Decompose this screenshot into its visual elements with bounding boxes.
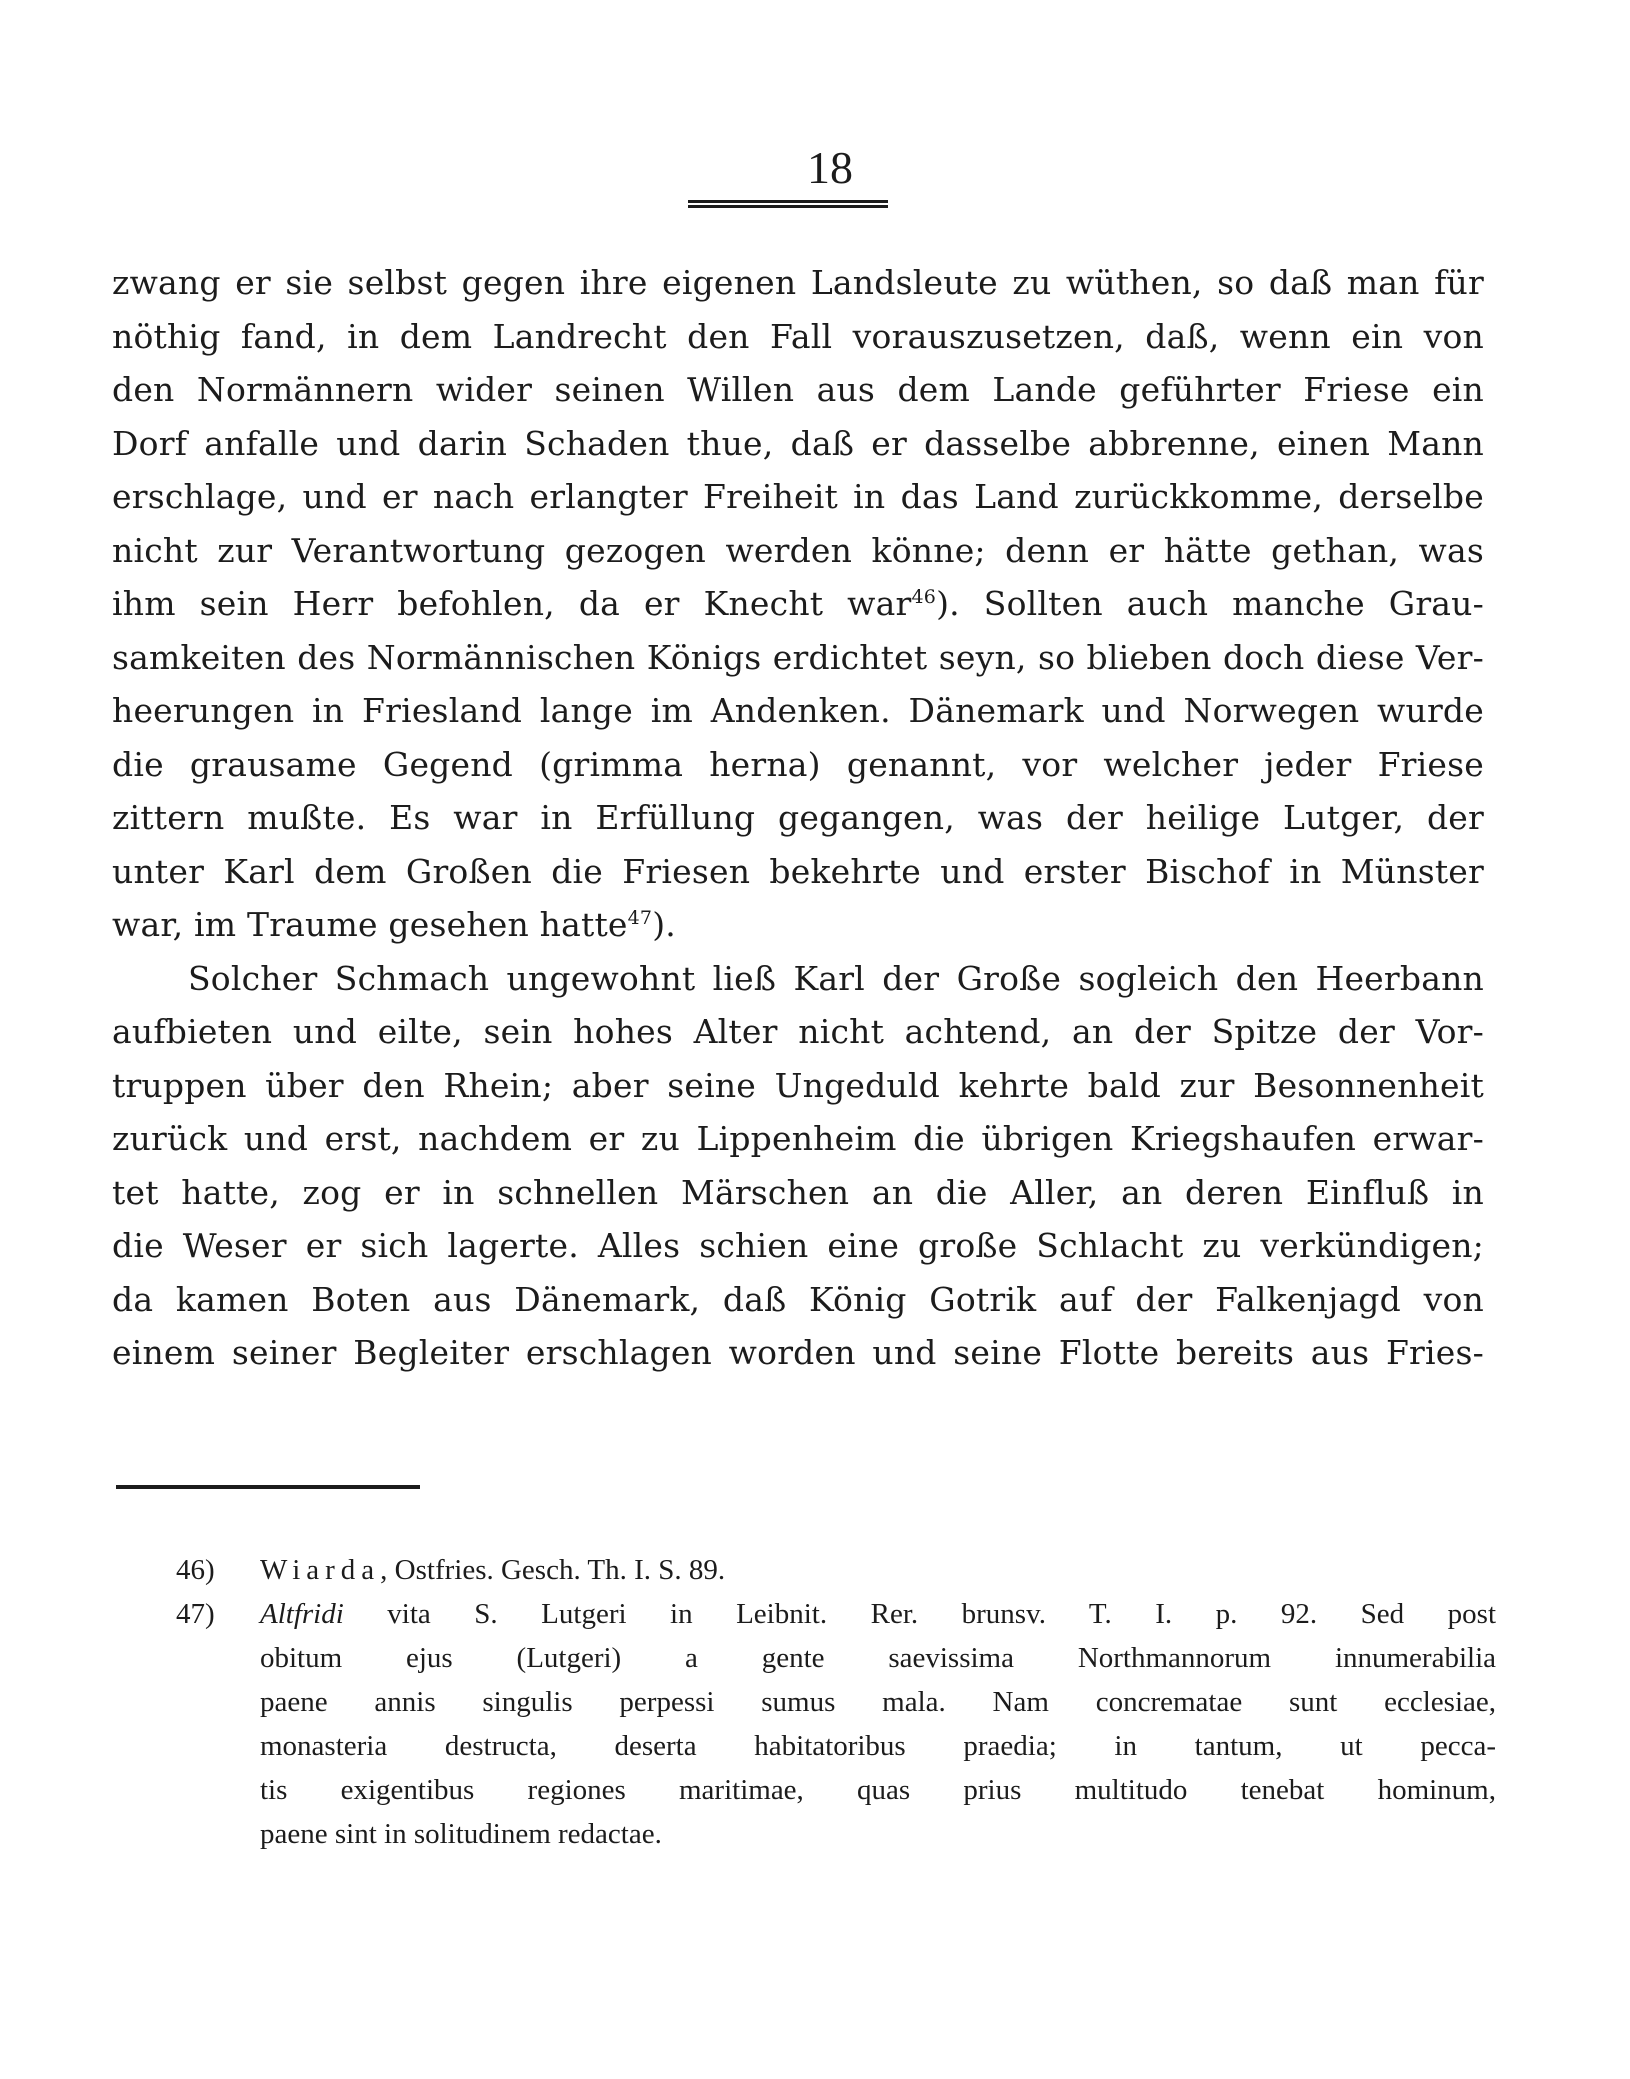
- text-line: zwang er sie selbst gegen ihre eigenen Landsleute zu wüthen, so daß man für: [112, 263, 1484, 302]
- text-line: den Normännern wider seinen Willen aus dem Lande geführter Friese ein: [112, 370, 1484, 409]
- text-line: erschlage, und er nach erlangter Freiheit in das Land zurückkomme, derselbe: [112, 477, 1484, 516]
- footnote-author: Wiarda: [260, 1554, 381, 1586]
- text-line: tet hatte, zog er in schnellen Märschen an die Aller, an deren Einfluß in: [112, 1172, 1484, 1212]
- footnote-author: Altfridi: [260, 1598, 344, 1630]
- footnote-text: , Ostfries. Gesch. Th. I. S. 89.: [380, 1554, 726, 1586]
- footnote-line: tis exigentibus regiones maritimae, quas prius multitudo tenebat hominum,: [260, 1774, 1496, 1806]
- footnote-47: [176, 1592, 1496, 1856]
- text-line: samkeiten des Normännischen Königs erdichtet seyn, so blieben doch diese Ver-: [112, 637, 1484, 677]
- page-number: 18: [807, 142, 853, 193]
- footnote-ref-46[interactable]: 46: [911, 586, 937, 608]
- footnote-separator: [116, 1485, 420, 1489]
- text-line-tail: ).: [652, 905, 676, 944]
- text-line: unter Karl dem Großen die Friesen bekehrte und erster Bischof in Münster: [112, 851, 1484, 891]
- footnote-line: paene sint in solitudinem redactae.: [260, 1818, 662, 1850]
- text-line: nicht zur Verantwortung gezogen werden könne; denn er hätte gethan, was: [112, 530, 1484, 570]
- text-line-tail: ). Sollten auch manche Grau-: [936, 584, 1484, 623]
- footnote-marker: 47): [176, 1598, 215, 1630]
- text-line: [112, 898, 1484, 952]
- footnote-marker: 46): [176, 1554, 215, 1586]
- text-line: Dorf anfalle und darin Schaden thue, daß er dasselbe abbrenne, einen Mann: [112, 423, 1484, 463]
- text-line: zurück und erst, nachdem er zu Lippenheim die übrigen Kriegshaufen erwar-: [112, 1119, 1484, 1158]
- footnote-ref-47[interactable]: 47: [627, 907, 653, 929]
- text-line: da kamen Boten aus Dänemark, daß König Gotrik auf der Falkenjagd von: [112, 1279, 1484, 1319]
- text-line: nöthig fand, in dem Landrecht den Fall vorauszusetzen, daß, wenn ein von: [112, 316, 1484, 356]
- text-line: zittern mußte. Es war in Erfüllung gegangen, was der heilige Lutger, der: [112, 798, 1484, 837]
- text-line: die grausame Gegend (grimma herna) genannt, vor welcher jeder Friese: [112, 744, 1484, 784]
- footnote-46: [176, 1548, 1496, 1592]
- footnote-line: monasteria destructa, deserta habitatoribus praedia; in tantum, ut pecca-: [260, 1730, 1496, 1762]
- text-line: aufbieten und eilte, sein hohes Alter nicht achtend, an der Spitze der Vor-: [112, 1012, 1484, 1051]
- main-text: [112, 256, 1484, 1380]
- text-line: heerungen in Friesland lange im Andenken. Dänemark und Norwegen wurde: [112, 691, 1484, 730]
- text-line-head: war, im Traume gesehen hatte: [112, 905, 628, 944]
- footnote-text: vita S. Lutgeri in Leibnit. Rer. brunsv. T. I. p. 92. Sed post: [343, 1598, 1496, 1630]
- footnotes: [176, 1548, 1496, 1856]
- text-line: [112, 577, 1484, 631]
- text-line: truppen über den Rhein; aber seine Ungeduld kehrte bald zur Besonnenheit: [112, 1065, 1484, 1105]
- footnote-line: [260, 1592, 1496, 1636]
- text-line: die Weser er sich lagerte. Alles schien eine große Schlacht zu verkündigen;: [112, 1226, 1484, 1265]
- footnote-line: obitum ejus (Lutgeri) a gente saevissima Northmannorum innumerabilia: [260, 1642, 1496, 1674]
- footnote-line: [260, 1548, 1496, 1592]
- text-line-head: ihm sein Herr befohlen, da er Knecht war: [112, 584, 912, 623]
- text-line: einem seiner Begleiter erschlagen worden und seine Flotte bereits aus Fries-: [112, 1333, 1484, 1372]
- header-rule: [688, 200, 888, 208]
- footnote-line: paene annis singulis perpessi sumus mala. Nam concrematae sunt ecclesiae,: [260, 1686, 1496, 1718]
- text-line: Solcher Schmach ungewohnt ließ Karl der Große sogleich den Heerbann: [188, 958, 1484, 998]
